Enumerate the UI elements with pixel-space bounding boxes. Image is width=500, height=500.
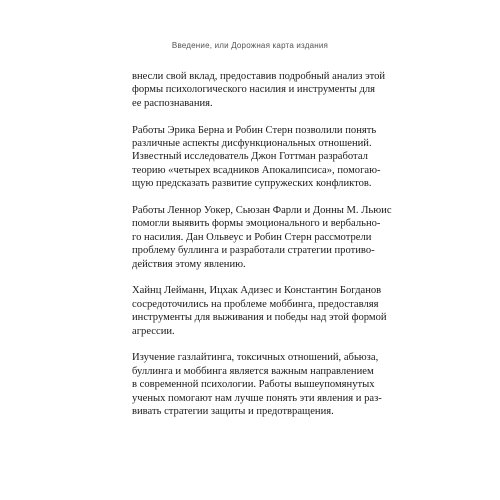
paragraph <box>132 351 382 418</box>
text-line: сосредоточились на проблеме моббинга, предоставляя <box>132 298 379 310</box>
text-line: теорию «четырех всадников Апокалипсиса», помогаю- <box>132 164 381 176</box>
text-line: в современной психологии. Работы вышеупомянутых <box>132 379 375 391</box>
text-line: ее распознавания. <box>132 97 213 109</box>
text-line: ученых помогают нам лучше понять эти явления и раз- <box>132 392 382 404</box>
text-line: Работы Леннор Уокер, Сьюзан Фарли и Донны М. Льюис <box>132 205 392 217</box>
text-line: действия этому явлению. <box>132 258 246 270</box>
text-line: Известный исследователь Джон Готтман разработал <box>132 151 368 163</box>
text-line: формы психологического насилия и инструменты для <box>132 84 376 96</box>
text-line: вивать стратегии защиты и предотвращения. <box>132 406 334 418</box>
text-line: внесли свой вклад, предоставив подробный анализ этой <box>132 71 386 82</box>
paragraph <box>132 70 386 110</box>
text-line: Изучение газлайтинга, токсичных отношений, абьюза, <box>132 352 379 364</box>
text-line: Хайнц Лейманн, Ицхак Адизес и Константин Богданов <box>132 285 382 297</box>
paragraph <box>132 204 392 271</box>
text-line: Работы Эрика Берна и Робин Стерн позволили понять <box>132 124 377 136</box>
paragraph <box>132 284 387 338</box>
paragraph <box>132 124 381 191</box>
text-line: различные аспекты дисфункциональных отношений. <box>132 138 372 150</box>
text-line: инструменты для выживания и победы над этой формой <box>132 312 387 324</box>
text-line: агрессии. <box>132 325 175 337</box>
body-text <box>132 70 392 432</box>
text-line: помогли выявить формы эмоционального и вербально- <box>132 218 381 230</box>
text-line: го насилия. Дан Ольвеус и Робин Стерн рассмотрели <box>132 231 372 243</box>
running-head: Введение, или Дорожная карта издания <box>171 41 329 50</box>
text-line: проблему буллинга и разработали стратегии противо- <box>132 245 375 257</box>
text-line: щую предсказать развитие супружеских конфликтов. <box>132 178 372 190</box>
text-line: буллинга и моббинга является важным направлением <box>132 365 374 377</box>
